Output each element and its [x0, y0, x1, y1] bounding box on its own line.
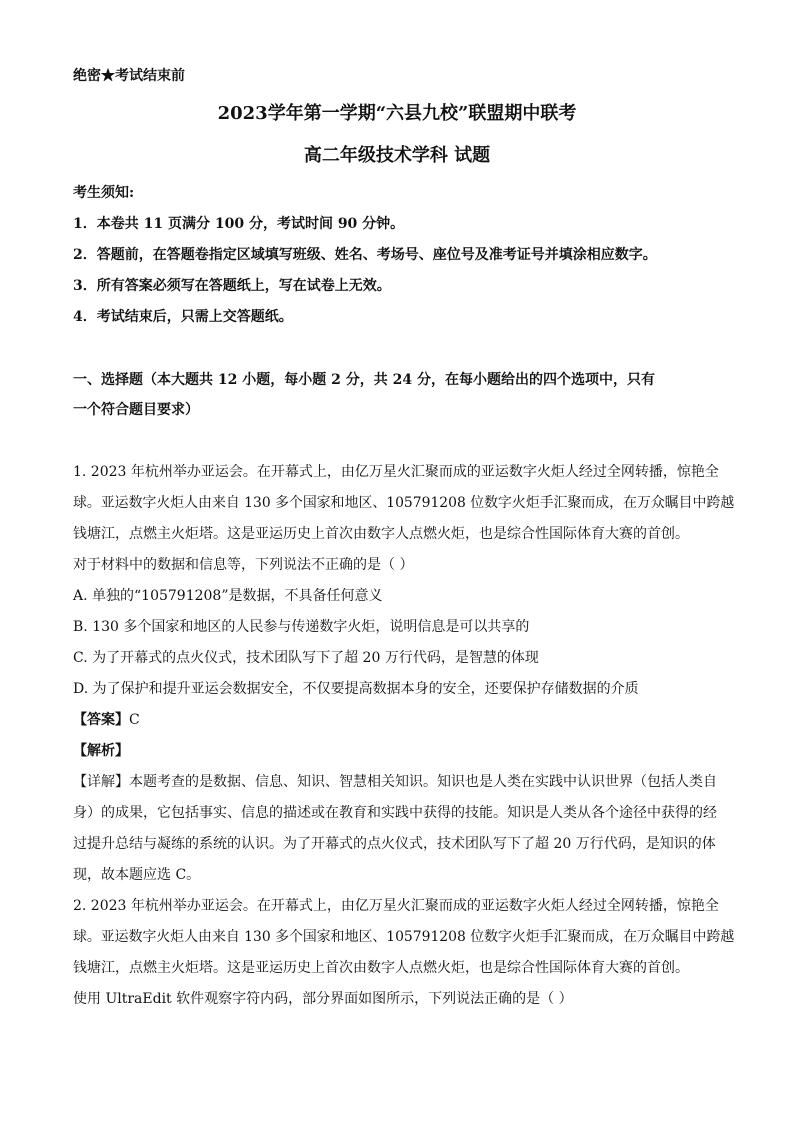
notice-item: 2．答题前，在答题卷指定区域填写班级、姓名、考场号、座位号及准考证号并填涂相应数字。: [73, 247, 657, 263]
q1-detail-line: 现，故本题应选 C。: [73, 867, 201, 883]
answer-value: C: [129, 712, 140, 728]
notice-item: 4．考试结束后，只需上交答题纸。: [73, 309, 293, 325]
notice-item: 3．所有答案必须写在答题纸上，写在试卷上无效。: [73, 278, 391, 294]
q1-stem-line: 钱塘江，点燃主火炬塔。这是亚运历史上首次由数字人点燃火炬，也是综合性国际体育大赛的首创。: [73, 526, 689, 542]
q1-stem-line: 球。亚运数字火炬人由来自 130 多个国家和地区、105791208 位数字火炬手汇聚而成，在万众瞩目中跨越: [73, 495, 735, 511]
exam-subtitle: 高二年级技术学科 试题: [303, 145, 491, 166]
section-heading: 一、选择题（本大题共 12 小题，每小题 2 分，共 24 分，在每小题给出的四个选项中，只有: [73, 372, 655, 388]
q1-option-b: B. 130 多个国家和地区的人民参与传递数字火炬，说明信息是可以共享的: [73, 619, 530, 635]
q2-stem-line: 钱塘江，点燃主火炬塔。这是亚运历史上首次由数字人点燃火炬，也是综合性国际体育大赛的首创。: [73, 960, 689, 976]
exam-title: 2023学年第一学期“六县九校”联盟期中联考: [217, 103, 577, 124]
answer-tag: 【答案】: [73, 712, 129, 728]
q2-stem-line: 使用 UltraEdit 软件观察字符内码，部分界面如图所示，下列说法正确的是（ ）: [73, 991, 573, 1007]
notice-heading: 考生须知:: [73, 185, 135, 201]
section-heading-cont: 一个符合题目要求）: [73, 402, 199, 418]
q1-option-d: D. 为了保护和提升亚运会数据安全，不仅要提高数据本身的安全，还要保护存储数据的介质: [73, 681, 639, 697]
q2-stem-line: 2. 2023 年杭州举办亚运会。在开幕式上，由亿万星火汇聚而成的亚运数字火炬人经过全网转播，惊艳全: [73, 898, 719, 914]
secret-label: 绝密★考试结束前: [73, 68, 185, 84]
q1-option-c: C. 为了开幕式的点火仪式，技术团队写下了超 20 万行代码，是智慧的体现: [73, 650, 539, 666]
q1-detail-line: 【详解】本题考查的是数据、信息、知识、智慧相关知识。知识也是人类在实践中认识世界（包括人类自: [73, 774, 717, 790]
notice-item: 1．本卷共 11 页满分 100 分，考试时间 90 分钟。: [73, 216, 405, 232]
q1-stem-line: 对于材料中的数据和信息等，下列说法不正确的是（ ）: [73, 557, 414, 573]
q1-detail-line: 身）的成果，它包括事实、信息的描述或在教育和实践中获得的技能。知识是人类从各个途径中获得的经: [73, 805, 717, 821]
q1-answer: [73, 710, 140, 730]
q1-detail-line: 过提升总结与凝练的系统的认识。为了开幕式的点火仪式，技术团队写下了超 20 万行代码，是知识的体: [73, 836, 716, 852]
analysis-tag: 【解析】: [73, 743, 129, 759]
q1-stem-line: 1. 2023 年杭州举办亚运会。在开幕式上，由亿万星火汇聚而成的亚运数字火炬人经过全网转播，惊艳全: [73, 464, 719, 480]
q1-option-a: A. 单独的“105791208”是数据，不具备任何意义: [73, 588, 383, 604]
q2-stem-line: 球。亚运数字火炬人由来自 130 多个国家和地区、105791208 位数字火炬手汇聚而成，在万众瞩目中跨越: [73, 929, 735, 945]
